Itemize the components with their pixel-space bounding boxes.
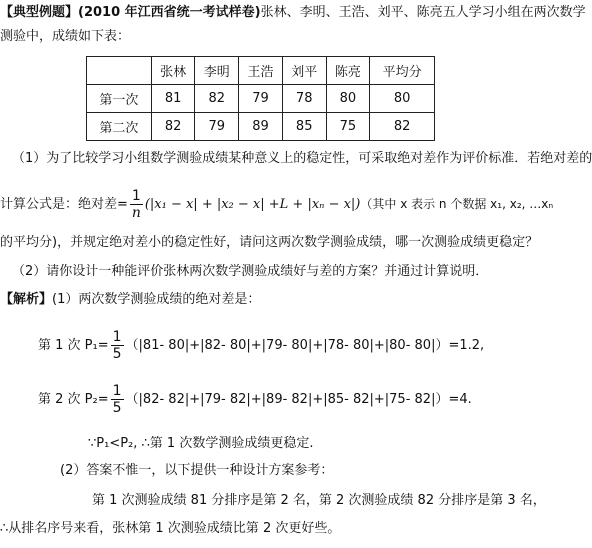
p1-denominator: 5	[112, 346, 122, 362]
part2-line-2: 第 1 次测验成绩 81 分排序是第 2 名，第 2 次测验成绩 82 分排序是第 3 名，	[92, 493, 546, 508]
table-cell: 81	[151, 85, 195, 113]
table-cell: 平均分	[370, 57, 435, 85]
table-cell: 79	[195, 113, 239, 141]
table-cell: 75	[326, 113, 370, 141]
table-cell: 王浩	[239, 57, 283, 85]
table-cell: 82	[195, 85, 239, 113]
p1-fraction	[111, 329, 124, 362]
table-cell: 第二次	[87, 113, 152, 141]
formula-fraction	[130, 188, 143, 221]
part2-line-3: ∴从排名序号来看，张林第 1 次测验成绩比第 2 次更好些。	[0, 521, 341, 536]
formula-body: (|x₁ − x| + |x₂ − x| +L + |xₙ − x|)	[144, 197, 361, 212]
part2-line-1: (2）答案不惟一，以下提供一种设计方案参考：	[60, 463, 334, 478]
fraction-numerator: 1	[131, 188, 141, 204]
formula-prefix: 计算公式是：绝对差=	[0, 197, 128, 212]
table-cell: 89	[239, 113, 283, 141]
q1-line-3: 的平均分)，并规定绝对差小的稳定性好，请问这两次数学测验成绩，哪一次测验成绩更稳定？	[0, 235, 539, 250]
q1-line-1: （1）为了比较学习小组数学测验成绩某种意义上的稳定性，可采取绝对差作为评价标准．若绝对差的	[12, 151, 592, 166]
score-table	[86, 56, 435, 141]
q2-line: （2）请你设计一种能评价张林两次数学测验成绩好与差的方案？并通过计算说明．	[12, 264, 489, 279]
table-header-row	[87, 57, 435, 85]
table-cell	[87, 57, 152, 85]
formula-note: （其中 x 表示 n 个数据 x₁, x₂, …xₙ	[360, 197, 554, 211]
table-cell: 78	[282, 85, 326, 113]
conclusion-line: ∵P₁<P₂, ∴第 1 次数学测验成绩更稳定.	[88, 436, 314, 451]
p2-label: 第 2 次 P₂=	[38, 392, 109, 407]
table-cell: 第一次	[87, 85, 152, 113]
table-cell: 张林	[151, 57, 195, 85]
p2-expression: （|82- 82|+|79- 82|+|89- 82|+|85- 82|+|75- 82|）=4.	[125, 392, 472, 407]
exam-source: (2010 年江西省统一考试样卷)	[78, 5, 261, 20]
table-cell: 82	[370, 113, 435, 141]
p1-expression: （|81- 80|+|82- 80|+|79- 80|+|78- 80|+|80- 80|）=1.2,	[125, 338, 485, 353]
p2-fraction	[111, 383, 124, 416]
p1-label: 第 1 次 P₁=	[38, 338, 109, 353]
table-cell: 李明	[195, 57, 239, 85]
table-cell: 80	[370, 85, 435, 113]
table-cell: 80	[326, 85, 370, 113]
table-cell: 79	[239, 85, 283, 113]
analysis-text: (1）两次数学测验成绩的绝对差是：	[52, 292, 261, 307]
p2-line	[38, 380, 472, 420]
p2-numerator: 1	[112, 383, 122, 399]
table-row	[87, 85, 435, 113]
q1-formula-line	[0, 186, 553, 222]
table-row	[87, 113, 435, 141]
analysis-tag: 【解析】	[0, 292, 53, 307]
example-tag: 【典型例题】	[0, 5, 79, 20]
table-cell: 82	[151, 113, 195, 141]
analysis-line-1	[0, 291, 260, 309]
intro-line-2: 测验中，成绩如下表：	[0, 29, 131, 44]
table-cell: 85	[282, 113, 326, 141]
table-cell: 刘平	[282, 57, 326, 85]
p1-line	[38, 326, 484, 366]
intro-text: 张林、李明、王浩、刘平、陈亮五人学习小组在两次数学	[260, 5, 586, 20]
p1-numerator: 1	[112, 329, 122, 345]
p2-denominator: 5	[112, 400, 122, 416]
fraction-denominator: n	[131, 205, 141, 221]
intro-line-1	[0, 4, 586, 22]
table-cell: 陈亮	[326, 57, 370, 85]
